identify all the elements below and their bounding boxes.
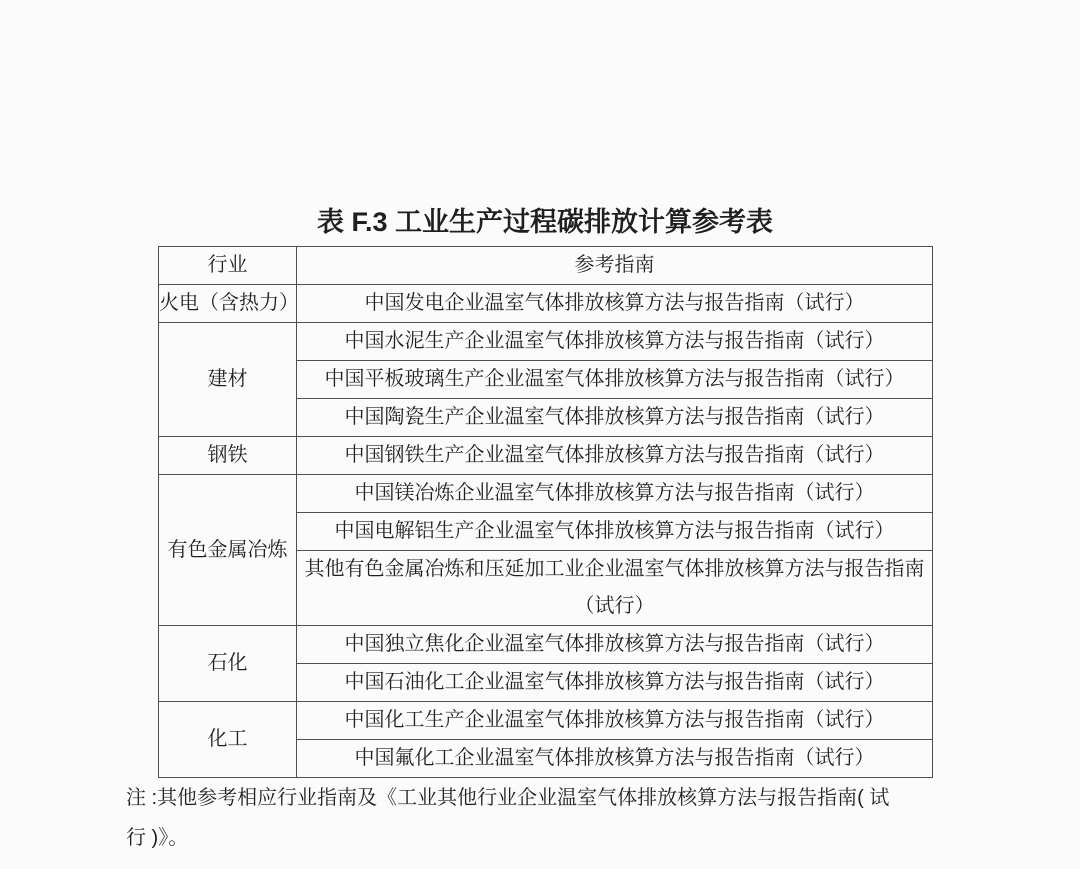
column-header-guide: 参考指南 [297,247,933,285]
table-row [159,626,933,664]
guide-cell: 中国电解铝生产企业温室气体排放核算方法与报告指南（试行） [297,513,933,551]
guide-cell: 中国氟化工企业温室气体排放核算方法与报告指南（试行） [297,740,933,778]
reference-table [158,246,933,778]
guide-cell: 中国化工生产企业温室气体排放核算方法与报告指南（试行） [297,702,933,740]
industry-cell: 建材 [159,323,297,437]
guide-cell: 中国镁冶炼企业温室气体排放核算方法与报告指南（试行） [297,475,933,513]
guide-cell: 中国平板玻璃生产企业温室气体排放核算方法与报告指南（试行） [297,361,933,399]
table-row [159,702,933,740]
industry-cell: 化工 [159,702,297,778]
industry-cell: 石化 [159,626,297,702]
industry-cell: 火电（含热力） [159,285,297,323]
footnote [126,778,976,858]
column-header-industry: 行业 [159,247,297,285]
guide-cell: 中国水泥生产企业温室气体排放核算方法与报告指南（试行） [297,323,933,361]
guide-cell: 中国钢铁生产企业温室气体排放核算方法与报告指南（试行） [297,437,933,475]
guide-cell: 中国独立焦化企业温室气体排放核算方法与报告指南（试行） [297,626,933,664]
guide-cell: 中国陶瓷生产企业温室气体排放核算方法与报告指南（试行） [297,399,933,437]
header-row [159,247,933,285]
guide-cell: 中国发电企业温室气体排放核算方法与报告指南（试行） [297,285,933,323]
guide-cell: 中国石油化工企业温室气体排放核算方法与报告指南（试行） [297,664,933,702]
footnote-line: 行 )》。 [126,827,189,849]
table-row [159,285,933,323]
industry-cell: 钢铁 [159,437,297,475]
footnote-line: 注 :其他参考相应行业指南及《工业其他行业企业温室气体排放核算方法与报告指南( 试 [126,787,890,809]
page-title: 表 F.3 工业生产过程碳排放计算参考表 [316,207,774,237]
industry-cell: 有色金属冶炼 [159,475,297,626]
guide-cell: 其他有色金属冶炼和压延加工业企业温室气体排放核算方法与报告指南（试行） [297,551,933,626]
table-row [159,437,933,475]
table-row [159,323,933,361]
reference-table-body [159,285,933,778]
table-row [159,475,933,513]
